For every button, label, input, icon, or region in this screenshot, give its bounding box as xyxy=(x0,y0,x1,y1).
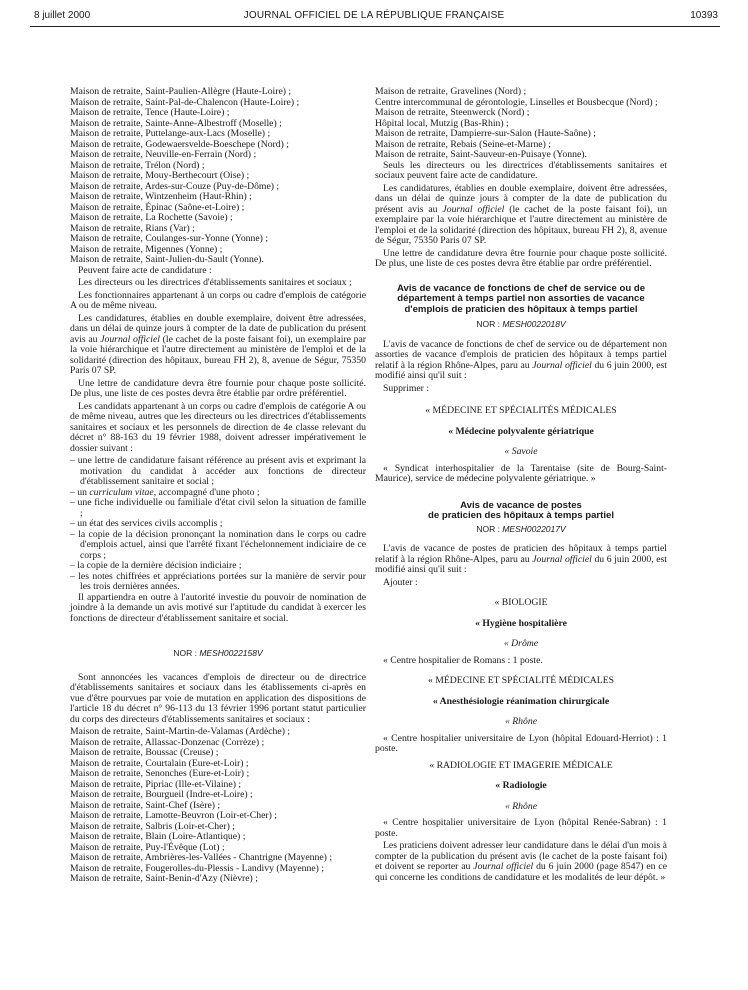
maison-list-item: Maison de retraite, Trélon (Nord) ; xyxy=(70,159,205,171)
maison-list-item: Centre intercommunal de gérontologie, Linselles et Bousbecque (Nord) ; xyxy=(375,96,658,108)
left-column xyxy=(70,87,366,885)
maison-list-item: Maison de retraite, Bourgueil (Indre-et-Loire) ; xyxy=(70,789,253,800)
maison-list-item: Maison de retraite, Saint-Pal-de-Chalencon (Haute-Loire) ; xyxy=(70,96,300,108)
maison-list-item: Maison de retraite, Rebais (Seine-et-Marne) ; xyxy=(375,138,551,150)
avis2-title-line2: de praticien des hôpitaux à temps partiel xyxy=(427,510,615,521)
maisons-list-bottom xyxy=(70,727,366,885)
maison-list-item: Maison de retraite, Rians (Var) ; xyxy=(70,222,195,234)
biologie-subsection: « Hygiène hospitalière xyxy=(475,617,567,629)
maison-list-item: Maison de retraite, Saint-Julien-du-Sault (Yonne). xyxy=(70,254,264,265)
maison-list-item: Maison de retraite, Fougerolles-du-Plessis - Landivy (Mayenne) ; xyxy=(70,862,324,874)
text-run: L'avis de vacance de fonctions de chef de service ou de département non assorties de vacance d'emplois de praticien des hôpitaux à temps partiel relatif à la région Rhône-Alpes, paru au xyxy=(375,338,667,371)
journal-officiel-italic: Journal officiel xyxy=(532,553,592,565)
maison-list-item: Maison de retraite, Dampierre-sur-Salon (Haute-Saône) ; xyxy=(375,128,596,139)
paragraph-peuvent: Peuvent faire acte de candidature : xyxy=(78,264,212,276)
text-run: (le cachet de la poste faisant foi), un exemplaire par la voie hiérarchique et l'autre directement au ministère de l'emploi et de la solidarité (direction des hôpitaux, bureau FH 2), 8, avenue de Ségur, 75350 Paris 07 SP. xyxy=(375,203,667,246)
avis1-title: Avis de vacance de fonctions de chef de service ou de département à temps partiel non assorties de vacance d'emplois de praticien des hôpitaux à temps partiel xyxy=(396,282,646,315)
nor-label: NOR : xyxy=(476,523,503,534)
radiologie-region: « Rhône xyxy=(504,800,537,812)
journal-officiel-italic: Journal officiel xyxy=(100,333,160,345)
biologie-entry: « Centre hospitalier de Romans : 1 poste. xyxy=(383,654,543,666)
right-column xyxy=(375,87,667,885)
paragraph-lettre: Une lettre de candidature devra être fournie pour chaque poste sollicité. De plus, une liste de ces postes devra être établie par ordre préférentiel. xyxy=(70,377,366,399)
avis1-nor xyxy=(375,319,667,330)
paragraph-lettre-right: Une lettre de candidature devra être fournie pour chaque poste sollicité. De plus, une liste de ces postes devra être établie par ordre préférentiel. xyxy=(375,247,667,269)
maison-list-item: Maison de retraite, Ambrières-les-Vallées - Chantrigne (Mayenne) ; xyxy=(70,852,333,863)
maison-list-item: Maison de retraite, Blain (Loire-Atlantique) ; xyxy=(70,831,246,842)
maison-list-item: Maison de retraite, Ardes-sur-Couze (Puy-de-Dôme) ; xyxy=(70,180,280,192)
maison-list-item: Maison de retraite, Neuville-en-Ferrain (Nord) ; xyxy=(70,149,257,160)
paragraph-seuls: Seuls les directeurs ou les directrices d'établissements sanitaires et sociaux peuvent faire acte de candidature. xyxy=(375,159,667,181)
text-run: du 6 juin 2000, est modifié ainsi qu'il suit : xyxy=(375,359,667,381)
journal-officiel-italic: Journal officiel xyxy=(442,203,505,215)
maison-list-item: Maison de retraite, Wintzenheim (Haut-Rhin) ; xyxy=(70,191,252,202)
text-run: (le cachet de la poste faisant foi), un exemplaire par la voie hiérarchique et l'autre directement au ministère de l'emploi et de la solidarité (direction des hôpitaux, bureau FH 2), 8, avenue de Ségur, 75350 Paris 07 SP. xyxy=(70,333,366,376)
text-run: du 6 juin 2000 (page 8547) en ce qui concerne les conditions de candidature et les modalités de leur dépôt. » xyxy=(375,861,668,883)
maison-list-item: Maison de retraite, Salbris (Loir-et-Cher) ; xyxy=(70,820,235,832)
journal-officiel-italic: Journal officiel xyxy=(473,861,534,872)
medecine-subsection: « Anesthésiologie réanimation chirurgicale xyxy=(432,695,610,707)
avis2-nor xyxy=(375,524,667,535)
maison-list-item: Maison de retraite, Courtalain (Eure-et-Loir) ; xyxy=(70,757,249,769)
header-date: 8 juillet 2000 xyxy=(34,10,91,21)
biologie-region: « Drôme xyxy=(503,638,539,649)
header-journal-title: JOURNAL OFFICIEL DE LA RÉPUBLIQUE FRANÇAISE xyxy=(243,10,505,21)
text-run: Les candidatures, établies en double exemplaire, doivent être adressées, dans un délai de quinze jours à compter de la date de publication du présent avis au xyxy=(70,312,366,345)
paragraph-fonctionnaires: Les fonctionnaires appartenant à un corps ou cadre d'emplois de catégorie A ou de même niveau. xyxy=(70,289,366,311)
text-run: Les praticiens doivent adresser leur candidature dans le délai d'un mois à compter de la publication du présent avis (le cachet de la poste faisant foi) et doivent se reporter au xyxy=(375,840,667,872)
maison-list-item: Maison de retraite, Puy-l'Évêque (Lot) ; xyxy=(70,841,225,853)
avis2-ajouter: Ajouter : xyxy=(383,576,418,588)
maison-list-item: Maison de retraite, Épinac (Saône-et-Loire) ; xyxy=(70,201,245,213)
header-page-number: 10393 xyxy=(690,10,718,21)
medecine-region: « Rhône xyxy=(504,716,537,727)
maison-list-item: Maison de retraite, Mouy-Berthecourt (Oise) ; xyxy=(70,170,250,181)
avis2-paragraph xyxy=(375,544,667,576)
maisons-list-right xyxy=(375,87,667,161)
maison-list-item: Maison de retraite, Tence (Haute-Loire) ; xyxy=(70,107,230,118)
paragraph-directeurs: Les directeurs ou les directrices d'établissements sanitaires et sociaux ; xyxy=(78,277,352,288)
paragraph-annoncees: Sont annoncées les vacances d'emplois de directeur ou de directrice d'établissements sanitaires et sociaux dans les établissements ci-après en vue d'être pourvues par voie de mutation en application des dispositions de l'article 18 du décret n° 96-113 du 13 février 1996 portant statut particulier du corps des directeurs d'établissements sanitaires et sociaux : xyxy=(70,671,366,725)
nor-code: MESH0022158V xyxy=(199,648,263,658)
final-paragraph xyxy=(375,841,667,883)
paragraph-candidats: Les candidats appartenant à un corps ou cadre d'emplois de catégorie A ou de même niveau, autres que les directeurs ou les directrices d'établissements sanitaires et sociaux et les personnels de direction de 4e classe relevant du décret n° 88-163 du 19 février 1988, doivent adresser impérativement le dossier suivant : xyxy=(70,400,366,454)
maison-list-item: Maison de retraite, Steenwerck (Nord) ; xyxy=(375,107,530,118)
bullet-decision: – la copie de la décision prononçant la nomination dans le corps ou cadre d'emplois actuel, ainsi que l'arrêté fixant l'échelonnement indiciaire de ce corps ; xyxy=(70,528,366,561)
avis1-subsection: « Médecine polyvalente gériatrique xyxy=(448,425,594,437)
nor-label: NOR : xyxy=(476,319,503,329)
avis1-paragraph xyxy=(375,340,667,382)
text-run: Les candidatures, établies en double exemplaire, doivent être adressées, dans un délai de quinze jours à compter de la date de publication du présent avis au xyxy=(375,182,667,215)
medecine-entry: « Centre hospitalier universitaire de Lyon (hôpital Edouard-Herriot) : 1 poste. xyxy=(375,732,667,754)
biologie-heading: « BIOLOGIE xyxy=(494,597,548,608)
radiologie-entry: « Centre hospitalier universitaire de Lyon (hôpital Renée-Sabran) : 1 poste. xyxy=(375,817,667,839)
nor-label: NOR : xyxy=(173,648,200,658)
maison-list-item: Maison de retraite, Boussac (Creuse) ; xyxy=(70,747,219,758)
maison-list-item: Maison de retraite, Puttelange-aux-Lacs (Moselle) ; xyxy=(70,128,271,139)
nor-code: MESH0022018V xyxy=(502,319,566,329)
maison-list-item: Maison de retraite, Lamotte-Beuvron (Loir-et-Cher) ; xyxy=(70,810,277,821)
maison-list-item: Maison de retraite, Migennes (Yonne) ; xyxy=(70,243,223,255)
page-header xyxy=(0,10,748,30)
nor-code: MESH0022017V xyxy=(502,523,566,534)
journal-officiel-italic: Journal officiel xyxy=(532,359,592,371)
maison-list-item: Maison de retraite, Gravelines (Nord) ; xyxy=(375,86,527,97)
text-run: du 6 juin 2000, est modifié ainsi qu'il suit : xyxy=(375,553,667,575)
header-rule xyxy=(30,26,720,27)
bullet-indiciaire: – la copie de la dernière décision indiciaire ; xyxy=(70,560,242,571)
maison-list-item: Maison de retraite, Saint-Benin-d'Azy (Nièvre) ; xyxy=(70,873,258,884)
maison-list-item: Maison de retraite, Pipriac (Ille-et-Vilaine) ; xyxy=(70,778,242,790)
bullet-lettre: – une lettre de candidature faisant référence au présent avis et exprimant la motivation du candidat à accéder aux fonctions de directeur d'établissement sanitaire et social ; xyxy=(70,455,366,487)
bullet-fiche: – une fiche individuelle ou familiale d'état civil selon la situation de famille ; xyxy=(70,497,366,519)
paragraph-candidatures xyxy=(70,314,366,377)
radiologie-subsection: « Radiologie xyxy=(495,780,547,791)
maisons-list-top xyxy=(70,87,366,266)
maison-list-item: Maison de retraite, Saint-Martin-de-Valamas (Ardèche) ; xyxy=(70,726,291,737)
avis1-entry: « Syndicat interhospitalier de la Tarentaise (site de Bourg-Saint-Maurice), service de médecine polyvalente gériatrique. » xyxy=(375,462,667,484)
maison-list-item: Maison de retraite, Godewaersvelde-Boeschepe (Nord) ; xyxy=(70,138,289,150)
maison-list-item: Maison de retraite, Sainte-Anne-Albestroff (Moselle) ; xyxy=(70,117,282,129)
avis1-supprimer: Supprimer : xyxy=(383,382,430,394)
avis1-section-heading: « MÉDECINE ET SPÉCIALITÉS MÉDICALES xyxy=(425,405,617,416)
maison-list-item: Maison de retraite, Saint-Paulien-Allègre (Haute-Loire) ; xyxy=(70,86,292,97)
maison-list-item: Maison de retraite, Saint-Chef (Isère) ; xyxy=(70,799,221,811)
maison-list-item: Maison de retraite, Coulanges-sur-Yonne (Yonne) ; xyxy=(70,233,269,244)
maison-list-item: Maison de retraite, Senonches (Eure-et-Loir) ; xyxy=(70,768,250,779)
text-run: , accompagné d'une photo ; xyxy=(153,486,260,498)
text-run: – un xyxy=(70,486,90,498)
avis2-title-line1: Avis de vacance de postes xyxy=(460,499,582,511)
maison-list-item: Maison de retraite, Allassac-Donzenac (Corrèze) ; xyxy=(70,736,265,748)
paragraph-candidatures-right xyxy=(375,184,667,247)
text-run: L'avis de vacance de postes de praticien des hôpitaux à temps partiel relatif à la région Rhône-Alpes, paru au xyxy=(375,543,667,565)
avis1-region: « Savoie xyxy=(504,446,538,457)
bullet-etat: – un état des services civils accomplis ; xyxy=(70,518,223,529)
paragraph-autorite: Il appartiendra en outre à l'autorité investie du pouvoir de nomination de joindre à la demande un avis motivé sur l'aptitude du candidat à exercer les fonctions de directeur d'établissement sanitaire et social. xyxy=(70,591,366,624)
medecine-heading: « MÉDECINE ET SPÉCIALITÉ MÉDICALES xyxy=(427,675,615,686)
bullet-notes: – les notes chiffrées et appréciations portées sur la manière de servir pour les trois dernières années. xyxy=(70,570,366,592)
curriculum-vitae-italic: curriculum vitae xyxy=(89,486,154,498)
radiologie-heading: « RADIOLOGIE ET IMAGERIE MÉDICALE xyxy=(429,759,613,771)
maison-list-item: Maison de retraite, La Rochette (Savoie) ; xyxy=(70,212,233,223)
nor-reference xyxy=(70,648,366,659)
maison-list-item: Hôpital local, Mutzig (Bas-Rhin) ; xyxy=(375,117,509,129)
maison-list-item: Maison de retraite, Saint-Sauveur-en-Puisaye (Yonne). xyxy=(375,149,587,160)
